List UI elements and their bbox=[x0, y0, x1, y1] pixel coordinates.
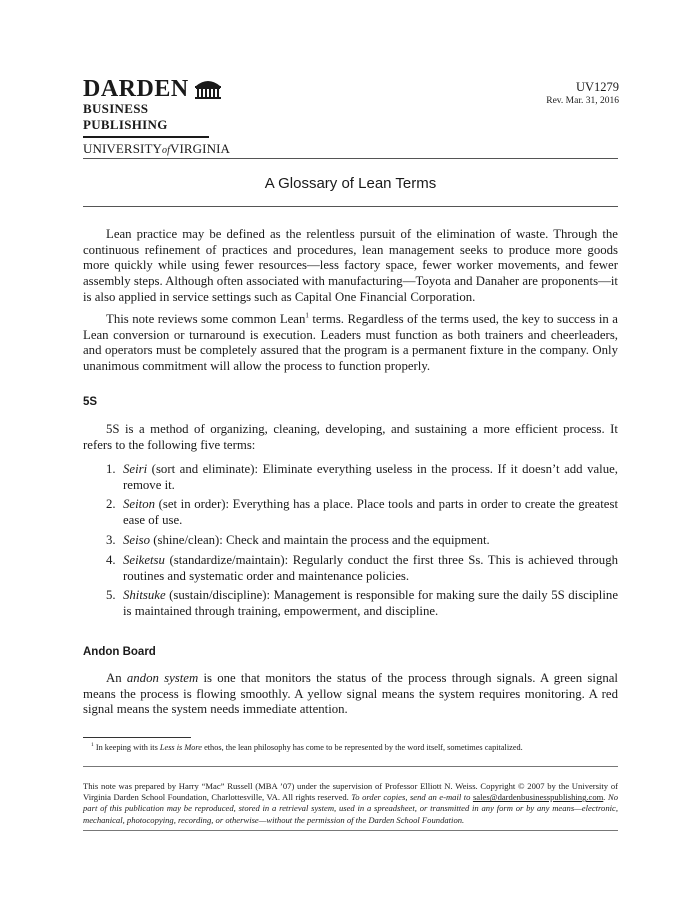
section-heading-5s: 5S bbox=[83, 396, 98, 408]
header-rule bbox=[83, 158, 618, 159]
footnote: $^1$ In keeping with its Less is More ethos, the lean philosophy has come to be represented by the word itself, sometimes capitalized. bbox=[91, 742, 523, 752]
list-item: 4. Seiketsu (standardize/maintain): Regularly conduct the first three Ss. This is achieved through routines and systematic order and maintenance policies. bbox=[106, 553, 618, 583]
title-rule bbox=[83, 206, 618, 207]
list-item: 1. Seiri (sort and eliminate): Eliminate everything useless in the process. If it doesn’t add value, remove it. bbox=[106, 462, 618, 492]
logo-divider bbox=[83, 136, 209, 138]
footnote-rule bbox=[83, 737, 191, 738]
intro-paragraph-1: Lean practice may be defined as the relentless pursuit of the elimination of waste. Through the continuous refinement of practices and procedures, lean management seeks to produce more goods more quickly while using fewer resources—less factory space, fewer worker movements, and fewer assembly steps. Although often associated with manufacturing—Toyota and Danaher are proponents—it is also applied in service settings such as Capital One Financial Corporation. bbox=[83, 227, 618, 304]
intro-paragraph-2: This note reviews some common Lean$^1$ terms. Regardless of the terms used, the key to success in a Lean conversion or turnaround is execution. Leaders must function as both trainers and cheerleaders, and operators must be completely assured that the program is a permanent fixture in the company. Only unanimous commitment will allow the process to function properly. bbox=[83, 311, 618, 374]
list-item: 5. Shitsuke (sustain/discipline): Management is responsible for making sure the daily 5S discipline is maintained through training, empowerment, and discipline. bbox=[106, 588, 618, 618]
section-heading-andon: Andon Board bbox=[83, 646, 156, 658]
footnote-marker[interactable]: 1 bbox=[305, 311, 309, 320]
rotunda-icon bbox=[193, 77, 223, 99]
andon-paragraph: An andon system is one that monitors the status of the process through signals. A green signal means the process is flowing smoothly. A yellow signal means the system requires monitoring. A red signal means the system needs immediate attention. bbox=[83, 671, 618, 717]
order-email-link[interactable]: sales@dardenbusinesspublishing.com bbox=[472, 792, 604, 803]
copyright-bottom-rule bbox=[83, 830, 618, 831]
case-number: UV1279 bbox=[575, 80, 619, 94]
list-item: 2. Seiton (set in order): Everything has a place. Place tools and parts in order to create the greatest ease of use. bbox=[106, 497, 618, 527]
page-title: A Glossary of Lean Terms bbox=[264, 175, 437, 192]
revision-date: Rev. Mar. 31, 2016 bbox=[546, 96, 619, 106]
logo-business-publishing: BUSINESS PUBLISHING bbox=[83, 101, 168, 132]
copyright-notice: This note was prepared by Harry “Mac” Russell (MBA ’07) under the supervision of Professor Elliott N. Weiss. Copyright © 2007 by the University of Virginia Darden School Foundation, Charlottesville, VA. All rights reserved. To order copies, send an e-mail to sales@dardenbusinesspublishing.com. No part of this publication may be reproduced, stored in a retrieval system, used in a spreadsheet, or transmitted in any form or by any means—electronic, mechanical, photocopying, recording, or otherwise—without the permission of the Darden School Foundation. bbox=[83, 781, 618, 825]
logo-darden-text: DARDEN bbox=[83, 76, 189, 102]
logo-university: UNIVERSITYofVIRGINIA bbox=[83, 140, 230, 156]
copyright-top-rule bbox=[83, 766, 618, 767]
list-item: 3. Seiso (shine/clean): Check and maintain the process and the equipment. bbox=[106, 533, 490, 547]
5s-intro-paragraph: 5S is a method of organizing, cleaning, developing, and sustaining a more efficient process. It refers to the following five terms: bbox=[83, 422, 618, 452]
darden-logo bbox=[83, 76, 230, 157]
